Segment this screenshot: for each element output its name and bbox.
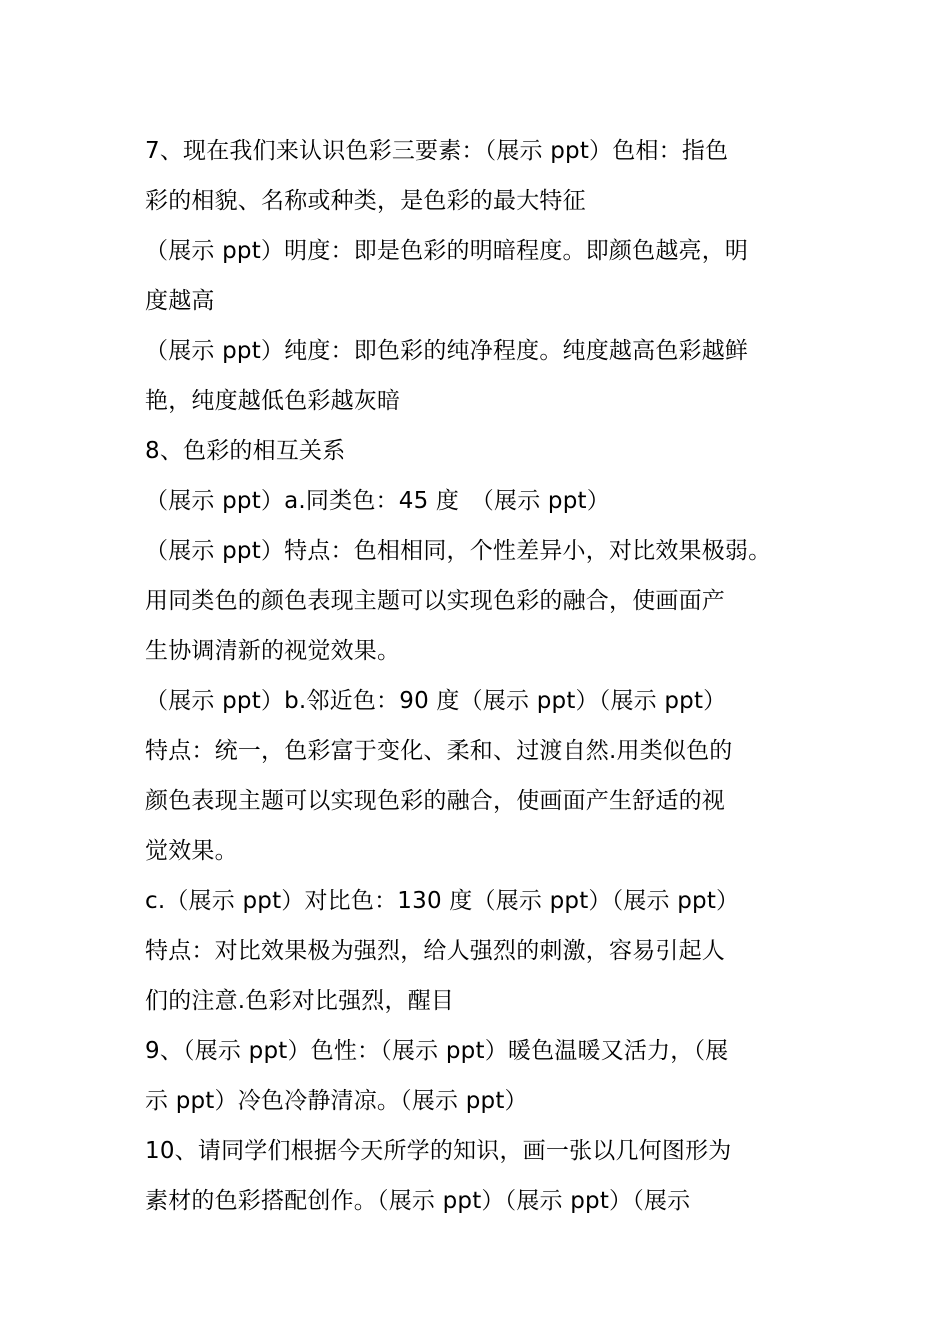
text-line: 特点：统一，色彩富于变化、柔和、过渡自然.用类似色的: [145, 738, 733, 764]
text-line: 素材的色彩搭配创作。（展示 ppt）（展示 ppt）（展示: [145, 1188, 691, 1214]
text-line: 10、请同学们根据今天所学的知识，画一张以几何图形为: [145, 1138, 732, 1164]
text-line: 示 ppt）冷色冷静清凉。（展示 ppt）: [145, 1088, 528, 1114]
text-line: （展示 ppt）a.同类色：45 度 （展示 ppt）: [145, 488, 610, 514]
text-line: 艳，纯度越低色彩越灰暗: [145, 388, 401, 414]
text-line: （展示 ppt）b.邻近色：90 度（展示 ppt）（展示 ppt）: [145, 688, 727, 714]
text-line: 生协调清新的视觉效果。: [145, 638, 401, 664]
text-line: 特点：对比效果极为强烈，给人强烈的刺激，容易引起人: [145, 938, 725, 964]
text-line: 7、现在我们来认识色彩三要素：（展示 ppt）色相：指色: [145, 138, 729, 164]
text-line: 9、（展示 ppt）色性：（展示 ppt）暖色温暖又活力，（展: [145, 1038, 729, 1064]
text-line: 8、色彩的相互关系: [145, 438, 346, 464]
text-line: 觉效果。: [145, 838, 238, 864]
text-line: 颜色表现主题可以实现色彩的融合，使画面产生舒适的视: [145, 788, 725, 814]
text-line: 用同类色的颜色表现主题可以实现色彩的融合，使画面产: [145, 588, 725, 614]
document-body: [145, 126, 845, 1226]
text-line: （展示 ppt）特点：色相相同，个性差异小，对比效果极弱。: [145, 538, 772, 564]
text-line: 度越高: [145, 288, 215, 314]
text-line: c.（展示 ppt）对比色：130 度（展示 ppt）（展示 ppt）: [145, 888, 740, 914]
text-line: 们的注意.色彩对比强烈，醒目: [145, 988, 455, 1014]
text-line: （展示 ppt）纯度：即色彩的纯净程度。纯度越高色彩越鲜: [145, 338, 749, 364]
text-line: （展示 ppt）明度：即是色彩的明暗程度。即颜色越亮，明: [145, 238, 749, 264]
text-line: 彩的相貌、名称或种类，是色彩的最大特征: [145, 188, 586, 214]
